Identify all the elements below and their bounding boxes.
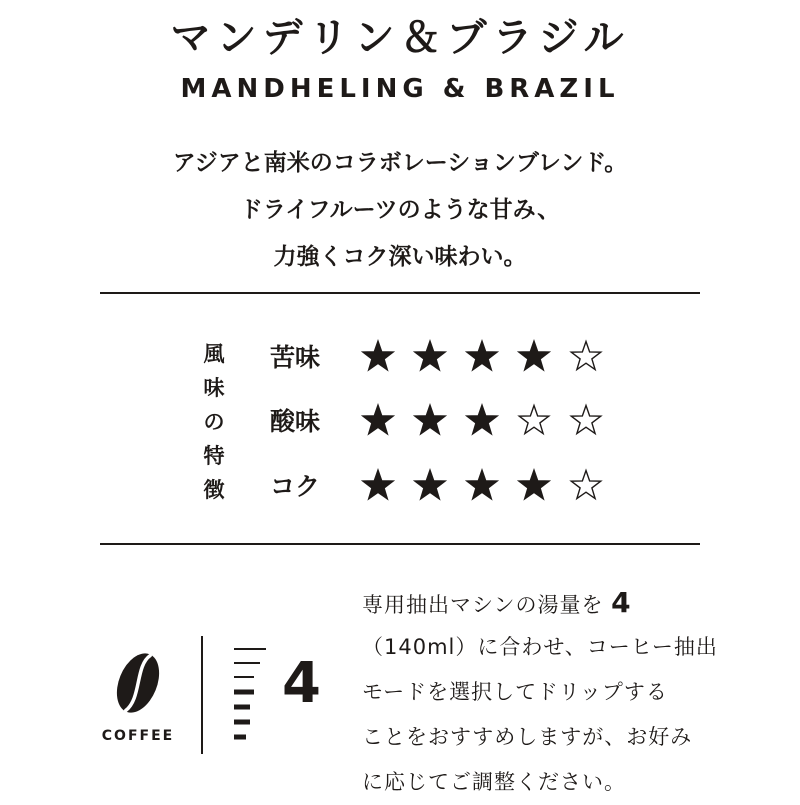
flavor-row-body <box>270 461 604 509</box>
product-title-jp: マンデリン＆ブラジル <box>170 15 630 61</box>
star-filled-icon <box>360 338 396 374</box>
flavor-row-acidity <box>270 396 604 444</box>
divider-bottom <box>100 543 700 545</box>
star-filled-icon <box>516 338 552 374</box>
star-filled-icon <box>360 402 396 438</box>
star-filled-icon <box>464 338 500 374</box>
flavor-label: コク <box>270 472 321 501</box>
star-filled-icon <box>412 338 448 374</box>
description-line-2: ドライフルーツのような甘み、 <box>239 197 561 223</box>
star-filled-icon <box>412 402 448 438</box>
flavor-heading-char: 味 <box>203 376 225 400</box>
flavor-row-bitterness <box>270 332 604 380</box>
instruction-line: に応じてご調整ください。 <box>362 770 626 794</box>
instruction-line: （140ml）に合わせ、コーヒー抽出 <box>362 635 718 659</box>
description <box>0 140 800 281</box>
star-rating <box>360 402 604 438</box>
instruction-line: 専用抽出マシンの湯量を 4 <box>362 586 632 619</box>
coffee-bean-icon <box>112 648 164 718</box>
flavor-heading-char: 特 <box>203 444 225 468</box>
star-filled-icon <box>464 467 500 503</box>
description-line-1: アジアと南米のコラボレーションブレンド。 <box>172 150 628 176</box>
instruction-line: ことをおすすめしますが、お好み <box>362 725 693 749</box>
water-level-inline: 4 <box>611 586 632 619</box>
star-empty-icon <box>568 467 604 503</box>
product-title-en: MANDHELING & BRAZIL <box>180 74 620 104</box>
flavor-label: 酸味 <box>270 407 321 436</box>
description-line-3: 力強くコク深い味わい。 <box>273 244 527 270</box>
star-empty-icon <box>568 338 604 374</box>
star-empty-icon <box>516 402 552 438</box>
star-filled-icon <box>360 467 396 503</box>
instruction-line: モードを選択してドリップする <box>362 680 668 704</box>
star-filled-icon <box>412 467 448 503</box>
flavor-heading-char: 風 <box>203 342 225 366</box>
star-filled-icon <box>516 467 552 503</box>
brew-divider <box>201 636 203 754</box>
water-level-number: 4 <box>282 651 321 716</box>
coffee-label: COFFEE <box>101 728 175 744</box>
flavor-label: 苦味 <box>270 343 321 372</box>
brew-instructions <box>362 580 782 805</box>
star-rating <box>360 467 604 503</box>
flavor-heading-char: 徴 <box>203 478 225 502</box>
star-filled-icon <box>464 402 500 438</box>
water-level-gauge-icon <box>234 646 274 746</box>
flavor-heading <box>196 337 232 507</box>
flavor-heading-char: の <box>203 410 225 434</box>
divider-top <box>100 292 700 294</box>
star-empty-icon <box>568 402 604 438</box>
star-rating <box>360 338 604 374</box>
